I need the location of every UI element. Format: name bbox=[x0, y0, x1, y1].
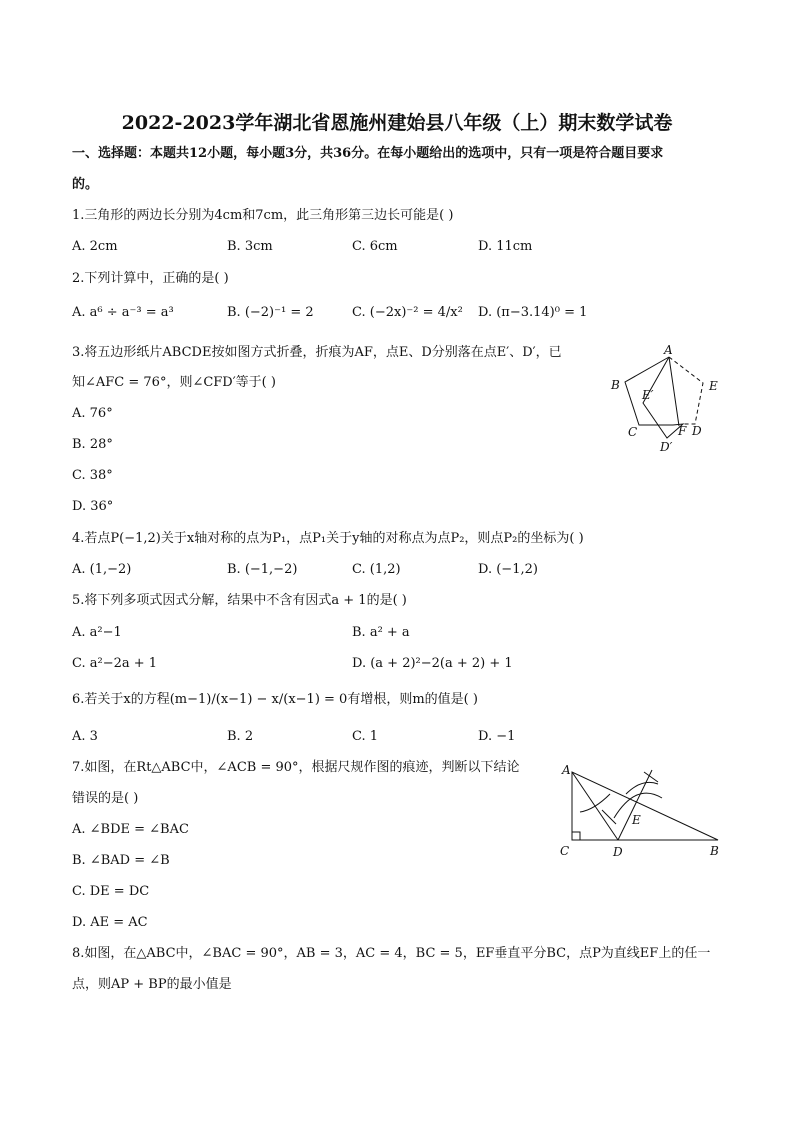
question-8-stem-line1: 8.如图，在△ABC中，∠BAC = 90°，AB = 3，AC = 4，BC = 5，EF垂直平分BC，点P为直线EF上的任一 bbox=[72, 946, 711, 961]
q7-option-c: C. DE = DC bbox=[72, 884, 150, 899]
question-7-stem-line1: 7.如图，在Rt△ABC中，∠ACB = 90°，根据尺规作图的痕迹，判断以下结论 bbox=[72, 760, 520, 775]
q6-option-c: C. 1 bbox=[352, 729, 379, 744]
question-5-stem: 5.将下列多项式因式分解，结果中不含有因式a + 1的是( ) bbox=[72, 593, 407, 608]
q1-option-d: D. 11cm bbox=[478, 239, 533, 254]
fig3-label-f: F bbox=[678, 424, 687, 438]
q5-option-a: A. a²−1 bbox=[72, 625, 122, 640]
q7-option-a: A. ∠BDE = ∠BAC bbox=[72, 822, 189, 837]
q1-option-c: C. 6cm bbox=[352, 239, 398, 254]
section-heading-line1: 一、选择题：本题共12小题，每小题3分，共36分。在每小题给出的选项中，只有一项是符合题目要求 bbox=[72, 146, 664, 161]
q4-option-d: D. (−1,2) bbox=[478, 562, 538, 577]
q1-option-b: B. 3cm bbox=[227, 239, 273, 254]
section-heading-line2: 的。 bbox=[72, 177, 99, 192]
q2-option-c: C. (−2x)⁻² = 4/x² bbox=[352, 305, 463, 320]
q5-option-d: D. (a + 2)²−2(a + 2) + 1 bbox=[352, 656, 513, 671]
fig3-label-d-prime: D′ bbox=[660, 440, 673, 454]
question-8-stem-line2: 点，则AP + BP的最小值是 bbox=[72, 977, 232, 992]
fig7-label-d: D bbox=[613, 845, 623, 859]
question-3-stem-line1: 3.将五边形纸片ABCDE按如图方式折叠，折痕为AF，点E、D分别落在点E′、D′，已 bbox=[72, 345, 562, 360]
question-7-stem-line2: 错误的是( ) bbox=[72, 791, 139, 806]
pentagon-fold-figure bbox=[600, 342, 740, 458]
q1-option-a: A. 2cm bbox=[72, 239, 118, 254]
fig7-label-c: C bbox=[560, 844, 570, 858]
q3-option-c: C. 38° bbox=[72, 468, 113, 483]
question-3-stem-line2: 知∠AFC = 76°，则∠CFD′等于( ) bbox=[72, 375, 276, 390]
q3-option-d: D. 36° bbox=[72, 499, 114, 514]
fig3-label-d: D bbox=[692, 424, 702, 438]
q6-option-b: B. 2 bbox=[227, 729, 254, 744]
q5-option-b: B. a² + a bbox=[352, 625, 410, 640]
fig3-label-e: E bbox=[709, 379, 718, 393]
question-6-stem: 6.若关于x的方程(m−1)/(x−1) − x/(x−1) = 0有增根，则m的值是( ) bbox=[72, 692, 478, 707]
q4-option-c: C. (1,2) bbox=[352, 562, 401, 577]
fig3-label-e-prime: E′ bbox=[642, 388, 654, 402]
question-4-stem: 4.若点P(−1,2)关于x轴对称的点为P₁，点P₁关于y轴的对称点为点P₂，则点P₂的坐标为( ) bbox=[72, 531, 584, 546]
q3-option-a: A. 76° bbox=[72, 406, 113, 421]
question-2-stem: 2.下列计算中，正确的是( ) bbox=[72, 271, 229, 286]
right-triangle-construction-figure bbox=[556, 758, 728, 862]
fig3-label-c: C bbox=[628, 425, 638, 439]
q5-option-c: C. a²−2a + 1 bbox=[72, 656, 158, 671]
fig3-label-a: A bbox=[664, 343, 673, 357]
page-title: 2022-2023学年湖北省恩施州建始县八年级（上）期末数学试卷 bbox=[121, 112, 673, 134]
fig7-label-b: B bbox=[710, 844, 719, 858]
q7-option-b: B. ∠BAD = ∠B bbox=[72, 853, 170, 868]
fig7-label-e: E bbox=[632, 813, 641, 827]
q4-option-b: B. (−1,−2) bbox=[227, 562, 298, 577]
q4-option-a: A. (1,−2) bbox=[72, 562, 132, 577]
q6-option-d: D. −1 bbox=[478, 729, 516, 744]
q2-option-a: A. a⁶ ÷ a⁻³ = a³ bbox=[72, 305, 174, 320]
q3-option-b: B. 28° bbox=[72, 437, 113, 452]
q2-option-d: D. (π−3.14)⁰ = 1 bbox=[478, 305, 588, 320]
fig3-label-b: B bbox=[611, 378, 620, 392]
q2-option-b: B. (−2)⁻¹ = 2 bbox=[227, 305, 314, 320]
question-1-stem: 1.三角形的两边长分别为4cm和7cm，此三角形第三边长可能是( ) bbox=[72, 208, 454, 223]
q6-option-a: A. 3 bbox=[72, 729, 98, 744]
fig7-label-a: A bbox=[562, 763, 571, 777]
q7-option-d: D. AE = AC bbox=[72, 915, 148, 930]
